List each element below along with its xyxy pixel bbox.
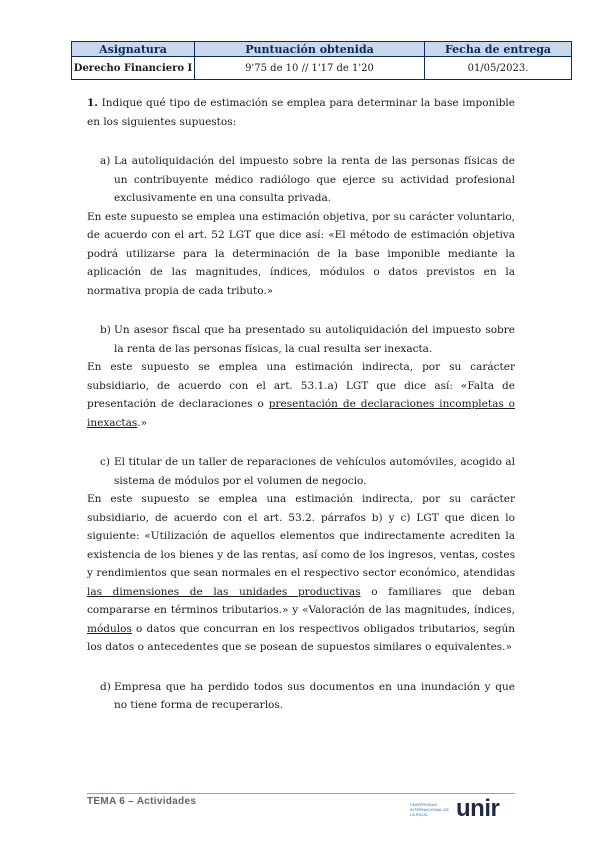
- header-score-title: Puntuación obtenida: [195, 42, 425, 57]
- item-marker: b): [100, 324, 111, 336]
- unir-logo: [410, 796, 520, 822]
- list-item-b: [87, 321, 515, 358]
- logo-wordmark: unir: [456, 795, 500, 822]
- item-marker: c): [100, 456, 110, 468]
- list-item-a: [87, 152, 515, 208]
- answer-c-text-3: o datos que concurran en los respectivos obligados tributarios, según los datos o antecedentes que se posean de supuestos similares o equivalentes.»: [87, 622, 515, 653]
- document-body: [87, 94, 515, 715]
- answer-b-underlined: presentación de declaraciones incompletas o inexactas: [87, 398, 515, 429]
- item-text: La autoliquidación del impuesto sobre la renta de las personas físicas de un contribuyente médico radiólogo que ejerce su actividad profesional exclusivamente en una consulta privada.: [114, 155, 515, 204]
- item-marker: d): [100, 680, 111, 693]
- header-date-title: Fecha de entrega: [425, 42, 572, 57]
- assignment-header-table: [71, 41, 572, 80]
- item-text: El titular de un taller de reparaciones de vehículos automóviles, acogido al sistema de módulos por el volumen de negocio.: [114, 456, 515, 487]
- answer-b-text: En este supuesto se emplea una estimación indirecta, por su carácter subsidiario, de acuerdo con el art. 53.1.a) LGT que dice así: «Falta de presentación de declaraciones o: [87, 361, 515, 410]
- item-text: Empresa que ha perdido todos sus documentos en una inundación y que no tiene forma de recuperarlos.: [114, 680, 515, 711]
- answer-c-underlined-1: las dimensiones de las unidades productivas: [87, 585, 361, 598]
- logo-university-name: UNIVERSIDAD INTERNACIONAL DE LA RIOJA: [410, 801, 449, 817]
- footer-divider: [87, 793, 515, 794]
- item-text: Un asesor fiscal que ha presentado su autoliquidación del impuesto sobre la renta de las personas físicas, la cual resulta ser inexacta.: [114, 324, 515, 355]
- answer-c: [87, 490, 515, 657]
- header-subject-title: Asignatura: [72, 42, 195, 57]
- answer-c-text-1: En este supuesto se emplea una estimación indirecta, por su carácter subsidiario, de acuerdo con el art. 53.2. párrafos b) y c) LGT que dicen lo siguiente: «Utilización de aquellos elementos que indirectamente acrediten la existencia de los bienes y de las rentas, así como de los ingresos, ventas, costes y rendimientos que sean normales en el respectivo sector económico, atendidas: [87, 493, 515, 579]
- subject-value: Derecho Financiero I: [72, 57, 195, 80]
- footer-label: TEMA 6 – Actividades: [87, 796, 197, 807]
- answer-c-text-2: o familiares que deban compararse en términos tributarios.» y «Valoración de las magnitudes, índices,: [87, 585, 516, 616]
- date-value: 01/05/2023.: [425, 57, 572, 80]
- answer-b: [87, 358, 515, 432]
- answer-c-underlined-2: módulos: [87, 622, 132, 635]
- question-text: Indique qué tipo de estimación se emplea para determinar la base imponible en los siguientes supuestos:: [87, 97, 515, 128]
- list-item-d: [87, 678, 515, 715]
- score-value: 9'75 de 10 // 1'17 de 1'20: [195, 57, 425, 80]
- item-marker: a): [100, 155, 111, 167]
- answer-a: En este supuesto se emplea una estimación objetiva, por su carácter voluntario, de acuerdo con el art. 52 LGT que dice así: «El método de estimación objetiva podrá utilizarse para la determinación de la base imponible mediante la aplicación de las magnitudes, índices, módulos o datos previstos en la normativa propia de cada tributo.»: [87, 210, 515, 297]
- question-number: 1.: [87, 97, 98, 109]
- answer-b-end: .»: [137, 416, 148, 429]
- question-1: [87, 94, 515, 131]
- list-item-c: [87, 453, 515, 490]
